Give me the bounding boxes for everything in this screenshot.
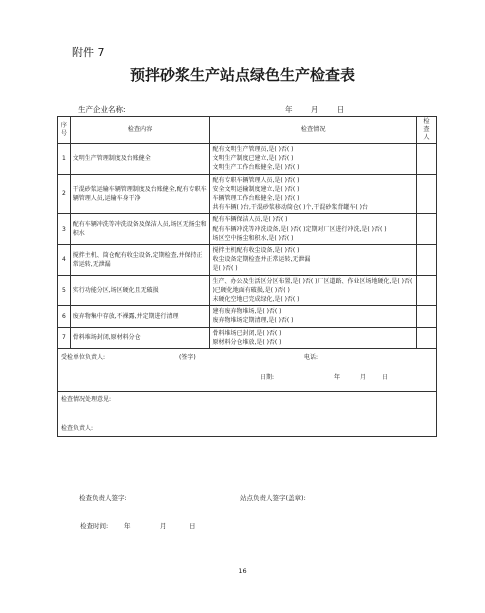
- row-result: 骨料堆场已封闭,是( )否( ) 原材料分仓堆放,是( )否( ): [210, 327, 416, 348]
- page-title: 预拌砂浆生产站点绿色生产检查表: [129, 66, 355, 84]
- inspector-head-label: 检查负责人:: [61, 425, 94, 433]
- row-content: 实行功能分区,场区硬化且无破损: [70, 275, 210, 306]
- inspection-time-day: 日: [189, 522, 196, 530]
- company-name-label: 生产企业名称:: [78, 105, 126, 114]
- opinion-row: [58, 392, 437, 437]
- row-content: 废弃物集中存放,不裸露,并定期进行清理: [70, 306, 210, 327]
- inspected-unit-sign-cell: [58, 349, 437, 392]
- header-mark: 检 查 人: [416, 117, 436, 144]
- header-content: 检查内容: [70, 117, 210, 144]
- row-mark-cell: [416, 275, 436, 306]
- table-row: [58, 327, 437, 348]
- site-head-sign-label: 站点负责人签字(盖章):: [240, 494, 306, 502]
- row-mark-cell: [416, 174, 436, 214]
- row-result: 搅拌主机配有收尘设备,是( )否( ) 收尘设备定期检查并正常运转,无泄漏 是( )否( ): [210, 245, 416, 276]
- row-number: 6: [58, 306, 71, 327]
- sign-note: (签字): [179, 354, 196, 362]
- opinion-label: 检查情况处理意见:: [61, 396, 112, 404]
- date-month: 月: [360, 374, 367, 382]
- row-result: 配有车辆保洁人员,是( )否( ) 配有车辆冲洗等冲洗设备,是( )否( )定期对厂区进行冲洗,是( )否( ) 场区空中扬尘和积水,是( )否( ): [210, 214, 416, 245]
- year-label: 年: [285, 105, 293, 114]
- row-result: 生产、办公及生活区分区布置,是( )否( )厂区道路、作业区场地硬化,是( )否( )已硬化地面有破损,是( )否( ) 未硬化空地已完成绿化,是( )否( ): [210, 275, 416, 306]
- row-number: 2: [58, 174, 71, 214]
- table-row: [58, 306, 437, 327]
- inspection-time-month: 月: [160, 522, 167, 530]
- row-content: 配有车辆冲洗等冲洗设备及保洁人员,场区无扬尘和积水: [70, 214, 210, 245]
- row-result: 建有废弃物堆场,是( )否( ) 废弃物堆场定期清理,是( )否( ): [210, 306, 416, 327]
- date-day: 日: [382, 374, 389, 382]
- date-label: 日期:: [260, 374, 275, 382]
- month-label: 月: [310, 105, 319, 114]
- row-content: 干混砂浆运输车辆管理制度及台账健全,配有专职车辆管理人员,运输车身干净: [70, 174, 210, 214]
- annex-label: 附件 7: [72, 46, 105, 59]
- row-content: 搅拌主机、筒仓配有收尘设备,定期检查,并保持正常运转,无泄漏: [70, 245, 210, 276]
- phone-label: 电话:: [304, 354, 319, 362]
- row-number: 5: [58, 275, 71, 306]
- row-mark-cell: [416, 245, 436, 276]
- row-mark-cell: [416, 214, 436, 245]
- row-mark-cell: [416, 144, 436, 175]
- inspection-time-label: 检查时间:: [80, 522, 109, 530]
- table-row: [58, 144, 437, 175]
- company-date: [285, 104, 360, 115]
- table-row: [58, 174, 437, 214]
- row-result: 配有专职车辆管理人员,是( )否( ) 安全文明运输制度建立,是( )否( ) 车辆管理工作台账健全,是( )否( ) 共有车辆( )台,干混砂浆移动筒仓( )个,干混砂浆背罐车( )台: [210, 174, 416, 214]
- page-number: 16: [238, 567, 247, 575]
- opinion-cell: [58, 392, 437, 437]
- table-row: [58, 245, 437, 276]
- table-row: [58, 214, 437, 245]
- row-number: 7: [58, 327, 71, 348]
- row-content: 骨料堆场封闭,原材料分仓: [70, 327, 210, 348]
- row-result: 配有文明生产管理员,是( )否( ) 文明生产制度已建立,是( )否( ) 文明生产工作台账健全,是( )否( ): [210, 144, 416, 175]
- row-number: 4: [58, 245, 71, 276]
- row-content: 文明生产管理制度及台账健全: [70, 144, 210, 175]
- table-row: [58, 275, 437, 306]
- inspection-time-year: 年: [124, 522, 131, 530]
- day-label: 日: [336, 105, 345, 114]
- inspector-sign-label: 检查负责人签字:: [79, 494, 127, 502]
- inspection-table: [57, 116, 437, 437]
- row-number: 3: [58, 214, 71, 245]
- inspected-unit-head-label: 受检单位负责人:: [61, 354, 106, 362]
- header-no: 序 号: [58, 117, 71, 144]
- table-header-row: [58, 117, 437, 144]
- row-mark-cell: [416, 327, 436, 348]
- header-result: 检查情况: [210, 117, 416, 144]
- date-year: 年: [334, 374, 341, 382]
- row-number: 1: [58, 144, 71, 175]
- inspected-unit-sign-row: [58, 349, 437, 392]
- row-mark-cell: [416, 306, 436, 327]
